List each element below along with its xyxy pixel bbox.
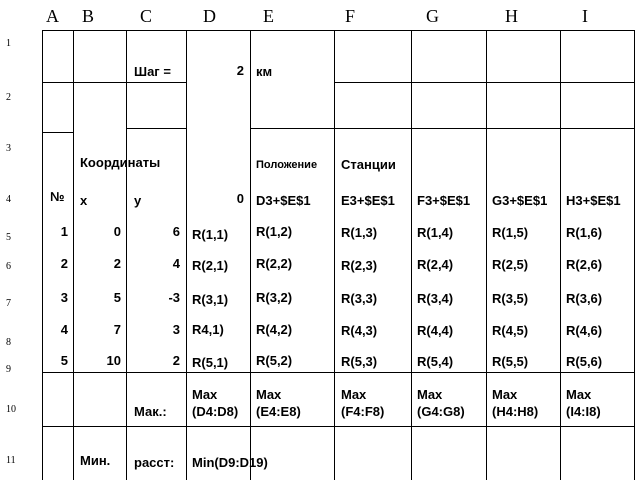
column-header-a[interactable]: A	[46, 6, 59, 26]
max-formula-line-1: Max	[417, 387, 443, 402]
column-header-f[interactable]: F	[345, 6, 356, 26]
cell-a4-number-header[interactable]: №	[50, 189, 65, 204]
row-header-10[interactable]: 10	[6, 404, 16, 415]
cell-d1-step-value[interactable]: 2	[236, 63, 244, 78]
cell-r-value[interactable]: R(4,3)	[341, 323, 378, 338]
cell-x-value[interactable]: 0	[113, 224, 121, 239]
cell-y-value[interactable]: 4	[172, 256, 180, 271]
cell-d10-max-formula[interactable]	[192, 386, 238, 420]
cell-r-value[interactable]: R(3,2)	[256, 290, 293, 305]
cell-row-number[interactable]: 4	[60, 322, 68, 337]
cell-x-value[interactable]: 10	[106, 353, 121, 368]
cell-r-value[interactable]: R(2,3)	[341, 258, 378, 273]
max-formula-line-2: (F4:F8)	[341, 404, 385, 419]
cell-r-value[interactable]: R(3,3)	[341, 291, 378, 306]
cell-e3-position-label[interactable]: Положение	[256, 159, 318, 171]
cell-i10-max-formula[interactable]	[566, 386, 601, 420]
cell-g10-max-formula[interactable]	[417, 386, 465, 420]
row-header-1[interactable]: 1	[6, 38, 11, 49]
cell-y-value[interactable]: -3	[168, 290, 180, 305]
cell-e1-step-unit[interactable]: км	[256, 64, 273, 79]
row-header-4[interactable]: 4	[6, 194, 11, 205]
cell-r-value[interactable]: R(3,1)	[192, 292, 229, 307]
cell-i4-formula[interactable]: H3+$E$1	[566, 193, 621, 208]
max-formula-line-1: Max	[256, 387, 282, 402]
column-header-i[interactable]: I	[582, 6, 588, 26]
cell-r-value[interactable]: R(4,4)	[417, 323, 454, 338]
cell-r-value[interactable]: R(1,1)	[192, 227, 229, 242]
cell-e10-max-formula[interactable]	[256, 386, 301, 420]
cell-x-value[interactable]: 5	[113, 290, 121, 305]
cell-r-value[interactable]: R(5,2)	[256, 353, 293, 368]
max-formula-line-2: (D4:D8)	[192, 404, 239, 419]
cell-y-value[interactable]: 2	[172, 353, 180, 368]
cell-r-value[interactable]: R(1,5)	[492, 225, 529, 240]
max-formula-line-1: Max	[492, 387, 518, 402]
column-header-d[interactable]: D	[203, 6, 216, 26]
cell-x-value[interactable]: 7	[113, 322, 121, 337]
cell-r-value[interactable]: R(5,6)	[566, 354, 603, 369]
cell-c1-step-label[interactable]: Шаг =	[134, 64, 171, 79]
cell-r-value[interactable]: R(1,3)	[341, 225, 378, 240]
cell-b3-coordinates-label[interactable]: Координаты	[80, 155, 161, 170]
cell-c11-distance-label[interactable]: расст:	[134, 455, 175, 470]
cell-r-value[interactable]: R(1,4)	[417, 225, 454, 240]
row-header-7[interactable]: 7	[6, 298, 11, 309]
column-header-b[interactable]: B	[82, 6, 95, 26]
cell-f4-formula[interactable]: E3+$E$1	[341, 193, 395, 208]
cell-c4-y-header[interactable]: y	[134, 193, 142, 208]
cell-f10-max-formula[interactable]	[341, 386, 384, 420]
cell-r-value[interactable]: R(2,2)	[256, 256, 293, 271]
row-header-5[interactable]: 5	[6, 232, 11, 243]
cell-row-number[interactable]: 1	[60, 224, 68, 239]
max-formula-line-2: (E4:E8)	[256, 404, 301, 419]
max-formula-line-2: (I4:I8)	[566, 404, 601, 419]
column-header-h[interactable]: H	[505, 6, 518, 26]
cell-row-number[interactable]: 2	[60, 256, 68, 271]
cell-r-value[interactable]: R(2,6)	[566, 257, 603, 272]
cell-r-value[interactable]: R(3,6)	[566, 291, 603, 306]
cell-y-value[interactable]: 6	[172, 224, 180, 239]
row-header-2[interactable]: 2	[6, 92, 11, 103]
cell-r-value[interactable]: R(5,4)	[417, 354, 454, 369]
column-header-e[interactable]: E	[263, 6, 274, 26]
row-header-9[interactable]: 9	[6, 364, 11, 375]
cell-d4-zero[interactable]: 0	[236, 191, 244, 206]
row-header-8[interactable]: 8	[6, 337, 11, 348]
max-formula-line-2: (G4:G8)	[417, 404, 465, 419]
cell-r-value[interactable]: R(2,1)	[192, 258, 229, 273]
max-formula-line-1: Max	[192, 387, 218, 402]
row-header-3[interactable]: 3	[6, 143, 11, 154]
cell-x-value[interactable]: 2	[113, 256, 121, 271]
max-formula-line-2: (H4:H8)	[492, 404, 539, 419]
cell-r-value[interactable]: R(3,5)	[492, 291, 529, 306]
cell-r-value[interactable]: R(5,1)	[192, 355, 229, 370]
max-formula-line-1: Max	[566, 387, 592, 402]
cell-r-value[interactable]: R4,1)	[192, 322, 224, 337]
cell-row-number[interactable]: 3	[60, 290, 68, 305]
cell-r-value[interactable]: R(2,4)	[417, 257, 454, 272]
cell-b4-x-header[interactable]: x	[80, 193, 88, 208]
cell-r-value[interactable]: R(4,5)	[492, 323, 529, 338]
column-header-g[interactable]: G	[426, 6, 439, 26]
max-formula-line-1: Max	[341, 387, 367, 402]
cell-r-value[interactable]: R(2,5)	[492, 257, 529, 272]
cell-y-value[interactable]: 3	[172, 322, 180, 337]
column-header-c[interactable]: C	[140, 6, 153, 26]
cell-r-value[interactable]: R(4,6)	[566, 323, 603, 338]
cell-f3-stations-label[interactable]: Станции	[341, 157, 396, 172]
cell-h4-formula[interactable]: G3+$E$1	[492, 193, 548, 208]
row-header-11[interactable]: 11	[6, 455, 16, 466]
cell-r-value[interactable]: R(5,3)	[341, 354, 378, 369]
cell-row-number[interactable]: 5	[60, 353, 68, 368]
cell-d11-min-formula[interactable]: Min(D9:D19)	[192, 455, 268, 470]
cell-g4-formula[interactable]: F3+$E$1	[417, 193, 471, 208]
cell-r-value[interactable]: R(3,4)	[417, 291, 454, 306]
cell-r-value[interactable]: R(4,2)	[256, 322, 293, 337]
cell-b11-min-label[interactable]: Мин.	[80, 453, 111, 468]
cell-r-value[interactable]: R(1,2)	[256, 224, 293, 239]
cell-r-value[interactable]: R(5,5)	[492, 354, 529, 369]
cell-r-value[interactable]: R(1,6)	[566, 225, 603, 240]
row-header-6[interactable]: 6	[6, 261, 11, 272]
cell-h10-max-formula[interactable]	[492, 386, 538, 420]
cell-e4-formula[interactable]: D3+$E$1	[256, 193, 311, 208]
cell-c10-max-label[interactable]: Мак.:	[134, 404, 167, 419]
